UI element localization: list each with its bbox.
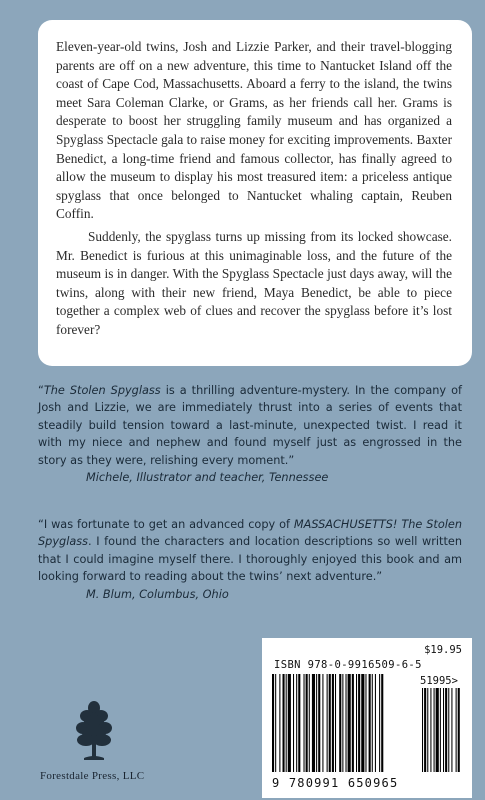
price: $19.95 bbox=[424, 644, 462, 656]
barcode-label bbox=[262, 638, 472, 798]
barcode-bar bbox=[327, 674, 328, 772]
addon-digits: 51995> bbox=[420, 675, 458, 687]
barcode-bar bbox=[283, 674, 285, 772]
barcode-bar bbox=[298, 674, 300, 772]
barcode-bar bbox=[369, 674, 371, 772]
addon-bar bbox=[440, 688, 441, 772]
review-2-book-title: MASSACHUSETTS! The Stolen Spyglass bbox=[38, 518, 462, 549]
barcode-digits: 9 780991 650965 bbox=[272, 776, 399, 790]
review-1-attribution: Michele, Illustrator and teacher, Tennessee bbox=[86, 471, 329, 485]
review-2 bbox=[38, 516, 462, 603]
addon-bar bbox=[436, 688, 439, 772]
review-2-attribution: M. Blum, Columbus, Ohio bbox=[86, 587, 229, 601]
barcode-bar bbox=[342, 674, 343, 772]
barcode-bar bbox=[312, 674, 315, 772]
barcode-bar bbox=[318, 674, 320, 772]
tree-icon bbox=[74, 700, 114, 764]
addon-bar bbox=[456, 688, 457, 772]
barcode-bar bbox=[346, 674, 347, 772]
addon-bar bbox=[451, 688, 452, 772]
barcode-bar bbox=[293, 674, 294, 772]
barcode-bar bbox=[381, 674, 383, 772]
barcode-bar bbox=[372, 674, 373, 772]
addon-bar bbox=[427, 688, 428, 772]
barcode-bar bbox=[286, 674, 287, 772]
review-1-open-quote: “ bbox=[38, 384, 44, 397]
barcode-bar bbox=[335, 674, 336, 772]
barcode-bar bbox=[306, 674, 308, 772]
barcode-bar bbox=[348, 674, 351, 772]
barcode-bar bbox=[356, 674, 357, 772]
review-2-lead: “I was fortunate to get an advanced copy of bbox=[38, 518, 294, 531]
publisher-name: Forestdale Press, LLC bbox=[40, 770, 145, 782]
barcode-bar bbox=[339, 674, 341, 772]
addon-bar bbox=[448, 688, 449, 772]
isbn-barcode bbox=[272, 674, 462, 774]
barcode-bar bbox=[375, 674, 376, 772]
addon-bar bbox=[424, 688, 426, 772]
review-1-text: is a thrilling adventure-mystery. In the company of Josh and Lizzie, we are immediately thrust into a series of events that steadily build tension toward a last-minute, unexpected twist. I read it with my niece and nephew and found myself just as engrossed in the story as they were, relishing every moment.” bbox=[38, 384, 462, 467]
barcode-bar bbox=[279, 674, 280, 772]
barcode-bar bbox=[379, 674, 380, 772]
isbn-text: ISBN 978-0-9916509-6-5 bbox=[274, 659, 422, 671]
barcode-bar bbox=[358, 674, 360, 772]
synopsis-paragraph-1: Eleven-year-old twins, Josh and Lizzie Parker, and their travel-blogging parents are off on a new adventure, this time to Nantucket Island off the coast of Cape Cod, Massachusetts. Aboard a ferry to the island, the twins meet Sara Coleman Clarke, or Grams, as her friends call her. Grams is desperate to boost her struggling family museum and has organized a Spyglass Spectacle gala to raise money for exciting improvements. Baxter Benedict, a long-time friend and famous collector, has finally agreed to allow the museum to display his most treasured item: a priceless antique spyglass that once belonged to Nantucket whaling captain, Reuben Coffin. bbox=[56, 39, 452, 222]
barcode-bar bbox=[352, 674, 354, 772]
addon-bar bbox=[434, 688, 435, 772]
addon-bar bbox=[422, 688, 423, 772]
addon-bar bbox=[458, 688, 460, 772]
barcode-bar bbox=[329, 674, 331, 772]
barcode-bar bbox=[275, 674, 276, 772]
barcode-bar bbox=[296, 674, 297, 772]
addon-bar bbox=[430, 688, 431, 772]
review-2-text: . I found the characters and location descriptions so well written that I could imagine myself there. I thoroughly enjoyed this book and am looking forward to reading about the twins’ next adventure.” bbox=[38, 535, 462, 584]
barcode-bar bbox=[309, 674, 310, 772]
barcode-bar bbox=[361, 674, 364, 772]
barcode-bar bbox=[304, 674, 305, 772]
addon-bar bbox=[443, 688, 444, 772]
barcode-bar bbox=[316, 674, 317, 772]
barcode-bar bbox=[272, 674, 274, 772]
review-1-book-title: The Stolen Spyglass bbox=[43, 384, 161, 397]
review-1 bbox=[38, 382, 462, 486]
barcode-bar bbox=[322, 674, 323, 772]
synopsis-panel bbox=[38, 20, 472, 366]
review-1-quote bbox=[38, 382, 462, 469]
barcode-bar bbox=[332, 674, 334, 772]
addon-bar bbox=[445, 688, 447, 772]
barcode-bar bbox=[365, 674, 366, 772]
synopsis-paragraph-2: Suddenly, the spyglass turns up missing from its locked showcase. Mr. Benedict is furious at this unimaginable loss, and the future of the museum is in danger. With the Spyglass Spectacle just days away, will the twins, along with their new friend, Maya Benedict, be able to piece together a complex web of clues and recover the spyglass before it’s lost forever? bbox=[56, 228, 452, 337]
review-2-quote bbox=[38, 516, 462, 586]
barcode-bar bbox=[288, 674, 291, 772]
